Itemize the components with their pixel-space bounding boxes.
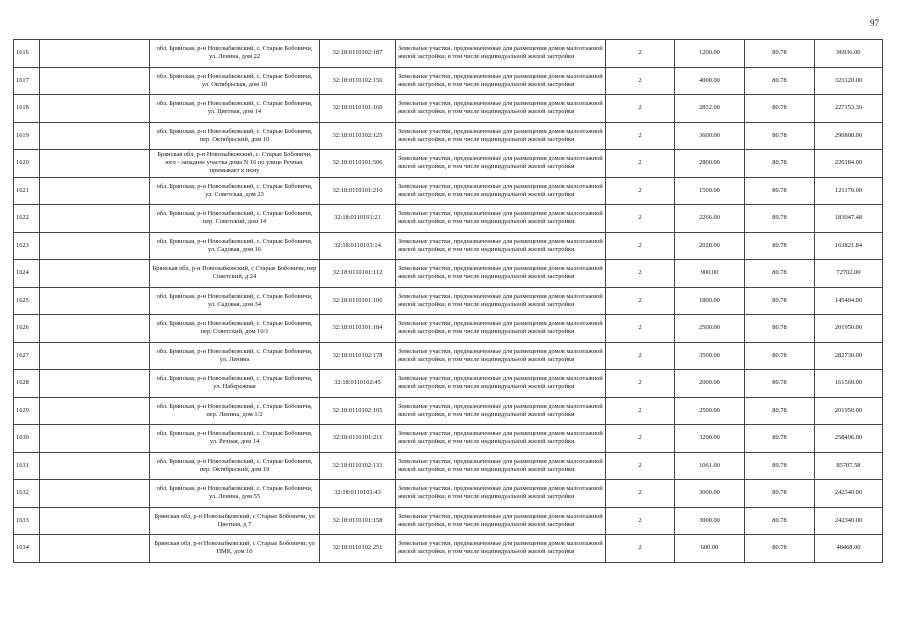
- category-cell: 2: [606, 260, 675, 288]
- category-cell: 2: [606, 232, 675, 260]
- table-row: [14, 287, 883, 315]
- permitted-use-cell: Земельные участки, предназначенные для размещения домов малоэтажной жилой застройки, в том числе индивидуальной жилой застройки: [396, 260, 606, 288]
- empty-cell: [40, 480, 150, 508]
- address-cell: обл. Брянская, р-н Новозыбковский, с. Старые Бобовичи, ул. Ленина, дом 22: [150, 40, 320, 68]
- category-cell: 2: [606, 507, 675, 535]
- permitted-use-cell: Земельные участки, предназначенные для размещения домов малоэтажной жилой застройки, в том числе индивидуальной жилой застройки: [396, 150, 606, 178]
- row-number: 1620: [14, 150, 40, 178]
- address-cell: обл. Брянская, р-н Новозыбковский, с. Старые Бобовичи, пер. Октябрьский, дом 19: [150, 452, 320, 480]
- cadastral-value-cell: 85707.58: [815, 452, 883, 480]
- cadastral-number-cell: 32:18:0110102:133: [320, 452, 396, 480]
- category-cell: 2: [606, 480, 675, 508]
- address-cell: обл. Брянская, р-н Новозыбковский, с. Старые Бобовичи, ул. Советская, дом 23: [150, 177, 320, 205]
- specific-value-cell: 80.78: [745, 67, 815, 95]
- table-row: [14, 535, 883, 563]
- table-row: [14, 67, 883, 95]
- empty-cell: [40, 122, 150, 150]
- cadastral-number-cell: 32:18:0110102:178: [320, 342, 396, 370]
- cadastral-number-cell: 32:18:0110101:211: [320, 425, 396, 453]
- category-cell: 2: [606, 342, 675, 370]
- cadastral-value-cell: 226184.00: [815, 150, 883, 178]
- address-cell: Брянская обл, р-н Новозыбковский, с Старые Бобовичи, пер Советский, д 24: [150, 260, 320, 288]
- cadastral-value-cell: 183047.48: [815, 205, 883, 233]
- row-number: 1626: [14, 315, 40, 343]
- category-cell: 2: [606, 150, 675, 178]
- category-cell: 2: [606, 370, 675, 398]
- specific-value-cell: 80.78: [745, 260, 815, 288]
- table-row: [14, 480, 883, 508]
- table-row: [14, 425, 883, 453]
- area-cell: 2500.00: [675, 397, 745, 425]
- cadastral-value-cell: 201950.00: [815, 315, 883, 343]
- cadastral-number-cell: 32:18:0110102:156: [320, 67, 396, 95]
- row-number: 1624: [14, 260, 40, 288]
- permitted-use-cell: Земельные участки, предназначенные для размещения домов малоэтажной жилой застройки, в том числе индивидуальной жилой застройки: [396, 40, 606, 68]
- permitted-use-cell: Земельные участки, предназначенные для размещения домов малоэтажной жилой застройки, в том числе индивидуальной жилой застройки: [396, 205, 606, 233]
- address-cell: Брянская обл, р-н Новозыбковский, с Старые Бобовичи, ул Цветная, д 7: [150, 507, 320, 535]
- empty-cell: [40, 535, 150, 563]
- address-cell: обл. Брянская, р-н Новозыбковский, с. Старые Бобовичи, ул. Октябрьская, дом 10: [150, 67, 320, 95]
- row-number: 1619: [14, 122, 40, 150]
- area-cell: 3000.00: [675, 507, 745, 535]
- cadastral-number-cell: 32:18:0110102:187: [320, 40, 396, 68]
- area-cell: 1200.00: [675, 40, 745, 68]
- cadastral-value-cell: 96936.00: [815, 40, 883, 68]
- permitted-use-cell: Земельные участки, предназначенные для размещения домов малоэтажной жилой застройки, в том числе индивидуальной жилой застройки: [396, 397, 606, 425]
- table-row: [14, 397, 883, 425]
- address-cell: обл. Брянская, р-н Новозыбковский, с. Старые Бобовичи, пер. Октябрьский, дом 10: [150, 122, 320, 150]
- empty-cell: [40, 205, 150, 233]
- cadastral-number-cell: 32:18:0110102:105: [320, 397, 396, 425]
- cadastral-value-cell: 48468.00: [815, 535, 883, 563]
- address-cell: обл. Брянская, р-н Новозыбковский, с. Старые Бобовичи, ул. Ленина: [150, 342, 320, 370]
- category-cell: 2: [606, 122, 675, 150]
- specific-value-cell: 80.78: [745, 480, 815, 508]
- category-cell: 2: [606, 67, 675, 95]
- permitted-use-cell: Земельные участки, предназначенные для размещения домов малоэтажной жилой застройки, в том числе индивидуальной жилой застройки: [396, 507, 606, 535]
- area-cell: 2500.00: [675, 315, 745, 343]
- cadastral-number-cell: 32:18:0110101:158: [320, 507, 396, 535]
- row-number: 1622: [14, 205, 40, 233]
- cadastral-number-cell: 32:18:0110101:216: [320, 177, 396, 205]
- table-row: [14, 177, 883, 205]
- cadastral-value-cell: 201950.00: [815, 397, 883, 425]
- cadastral-number-cell: 32:18:0110101:506: [320, 150, 396, 178]
- address-cell: обл. Брянская, р-н Новозыбковский, с. Старые Бобовичи, ул. Садовая, дом 16: [150, 232, 320, 260]
- table-row: [14, 370, 883, 398]
- cadastral-value-cell: 290808.00: [815, 122, 883, 150]
- cadastral-value-cell: 227153.36: [815, 95, 883, 123]
- row-number: 1617: [14, 67, 40, 95]
- empty-cell: [40, 342, 150, 370]
- address-cell: обл. Брянская, р-н Новозыбковский, с. Старые Бобовичи, ул. Садовая, дом 34: [150, 287, 320, 315]
- category-cell: 2: [606, 315, 675, 343]
- table-row: [14, 150, 883, 178]
- permitted-use-cell: Земельные участки, предназначенные для размещения домов малоэтажной жилой застройки, в том числе индивидуальной жилой застройки: [396, 480, 606, 508]
- category-cell: 2: [606, 287, 675, 315]
- empty-cell: [40, 452, 150, 480]
- empty-cell: [40, 425, 150, 453]
- area-cell: 2028.00: [675, 232, 745, 260]
- specific-value-cell: 80.78: [745, 150, 815, 178]
- specific-value-cell: 80.78: [745, 177, 815, 205]
- empty-cell: [40, 287, 150, 315]
- permitted-use-cell: Земельные участки, предназначенные для размещения домов малоэтажной жилой застройки, в том числе индивидуальной жилой застройки: [396, 425, 606, 453]
- address-cell: Брянская обл, р-н Новозыбковский, с Старые Бобовичи, ул ПМК, дом 10: [150, 535, 320, 563]
- cadastral-number-cell: 32:18:0110102:251: [320, 535, 396, 563]
- address-cell: обл. Брянская, р-н Новозыбковский, с. Старые Бобовичи, пер. Ленина, дом 1/2: [150, 397, 320, 425]
- empty-cell: [40, 67, 150, 95]
- specific-value-cell: 80.78: [745, 122, 815, 150]
- specific-value-cell: 80.78: [745, 40, 815, 68]
- specific-value-cell: 80.78: [745, 507, 815, 535]
- category-cell: 2: [606, 205, 675, 233]
- empty-cell: [40, 40, 150, 68]
- area-cell: 2266.00: [675, 205, 745, 233]
- table-row: [14, 315, 883, 343]
- cadastral-value-cell: 163821.84: [815, 232, 883, 260]
- specific-value-cell: 80.78: [745, 425, 815, 453]
- area-cell: 3200.00: [675, 425, 745, 453]
- area-cell: 1500.00: [675, 177, 745, 205]
- cadastral-value-cell: 282730.00: [815, 342, 883, 370]
- cadastral-number-cell: 32:18:0110102:125: [320, 122, 396, 150]
- cadastral-number-cell: 32:18:0110101:106: [320, 287, 396, 315]
- row-number: 1616: [14, 40, 40, 68]
- row-number: 1631: [14, 452, 40, 480]
- row-number: 1625: [14, 287, 40, 315]
- permitted-use-cell: Земельные участки, предназначенные для размещения домов малоэтажной жилой застройки, в том числе индивидуальной жилой застройки: [396, 287, 606, 315]
- table-row: [14, 342, 883, 370]
- category-cell: 2: [606, 425, 675, 453]
- empty-cell: [40, 370, 150, 398]
- row-number: 1633: [14, 507, 40, 535]
- area-cell: 1800.00: [675, 287, 745, 315]
- address-cell: Брянская обл, р-н Новозыбковский, с. Старые Бобовичи, юго - западнее участка дома N 16 по улице Речная, примыкает к нему: [150, 150, 320, 178]
- permitted-use-cell: Земельные участки, предназначенные для размещения домов малоэтажной жилой застройки, в том числе индивидуальной жилой застройки: [396, 122, 606, 150]
- permitted-use-cell: Земельные участки, предназначенные для размещения домов малоэтажной жилой застройки, в том числе индивидуальной жилой застройки: [396, 342, 606, 370]
- table-row: [14, 95, 883, 123]
- permitted-use-cell: Земельные участки, предназначенные для размещения домов малоэтажной жилой застройки, в том числе индивидуальной жилой застройки: [396, 535, 606, 563]
- area-cell: 2800.00: [675, 150, 745, 178]
- area-cell: 3600.00: [675, 122, 745, 150]
- cadastral-number-cell: 32:18:0110101:14: [320, 232, 396, 260]
- table-row: [14, 452, 883, 480]
- row-number: 1634: [14, 535, 40, 563]
- cadastral-number-cell: 32:18:0110101:184: [320, 315, 396, 343]
- empty-cell: [40, 260, 150, 288]
- specific-value-cell: 80.78: [745, 397, 815, 425]
- cadastral-value-cell: 323120.00: [815, 67, 883, 95]
- cadastral-number-cell: 32:18:0110101:43: [320, 480, 396, 508]
- specific-value-cell: 80.78: [745, 95, 815, 123]
- page-number: 97: [870, 18, 879, 28]
- empty-cell: [40, 315, 150, 343]
- permitted-use-cell: Земельные участки, предназначенные для размещения домов малоэтажной жилой застройки, в том числе индивидуальной жилой застройки: [396, 315, 606, 343]
- cadastral-number-cell: 32:18:0110101:112: [320, 260, 396, 288]
- area-cell: 1061.00: [675, 452, 745, 480]
- permitted-use-cell: Земельные участки, предназначенные для размещения домов малоэтажной жилой застройки, в том числе индивидуальной жилой застройки: [396, 177, 606, 205]
- cadastral-number-cell: 32:18:0110101:21: [320, 205, 396, 233]
- address-cell: обл. Брянская, р-н Новозыбковский, с. Старые Бобовичи, ул. Речная, дом 14: [150, 425, 320, 453]
- table-row: [14, 40, 883, 68]
- cadastral-value-cell: 258496.00: [815, 425, 883, 453]
- cadastral-value-cell: 161560.00: [815, 370, 883, 398]
- address-cell: обл. Брянская, р-н Новозыбковский, с. Старые Бобовичи, ул. Цветная, дом 14: [150, 95, 320, 123]
- empty-cell: [40, 177, 150, 205]
- area-cell: 2812.00: [675, 95, 745, 123]
- row-number: 1632: [14, 480, 40, 508]
- specific-value-cell: 80.78: [745, 232, 815, 260]
- permitted-use-cell: Земельные участки, предназначенные для размещения домов малоэтажной жилой застройки, в том числе индивидуальной жилой застройки: [396, 370, 606, 398]
- specific-value-cell: 80.78: [745, 287, 815, 315]
- cadastral-value-cell: 121170.00: [815, 177, 883, 205]
- area-cell: 2000.00: [675, 370, 745, 398]
- cadastral-value-cell: 72702.00: [815, 260, 883, 288]
- permitted-use-cell: Земельные участки, предназначенные для размещения домов малоэтажной жилой застройки, в том числе индивидуальной жилой застройки: [396, 452, 606, 480]
- cadastral-value-cell: 242340.00: [815, 480, 883, 508]
- table-row: [14, 205, 883, 233]
- empty-cell: [40, 232, 150, 260]
- specific-value-cell: 80.78: [745, 452, 815, 480]
- specific-value-cell: 80.78: [745, 342, 815, 370]
- area-cell: 4000.00: [675, 67, 745, 95]
- specific-value-cell: 80.78: [745, 370, 815, 398]
- category-cell: 2: [606, 177, 675, 205]
- row-number: 1623: [14, 232, 40, 260]
- cadastral-value-table: [13, 39, 883, 563]
- specific-value-cell: 80.78: [745, 205, 815, 233]
- permitted-use-cell: Земельные участки, предназначенные для размещения домов малоэтажной жилой застройки, в том числе индивидуальной жилой застройки: [396, 67, 606, 95]
- row-number: 1618: [14, 95, 40, 123]
- cadastral-number-cell: 32:18:0110102:45: [320, 370, 396, 398]
- empty-cell: [40, 507, 150, 535]
- empty-cell: [40, 397, 150, 425]
- empty-cell: [40, 95, 150, 123]
- category-cell: 2: [606, 40, 675, 68]
- address-cell: обл. Брянская, р-н Новозыбковский, с. Старые Бобовичи, ул. Набережная: [150, 370, 320, 398]
- specific-value-cell: 80.78: [745, 315, 815, 343]
- row-number: 1621: [14, 177, 40, 205]
- category-cell: 2: [606, 397, 675, 425]
- area-cell: 600.00: [675, 535, 745, 563]
- address-cell: обл. Брянская, р-н Новозыбковский, с. Старые Бобовичи, пер. Советский, дом 14: [150, 205, 320, 233]
- address-cell: обл. Брянская, р-н Новозыбковский, с. Старые Бобовичи, пер. Советский, дом 10/1: [150, 315, 320, 343]
- cadastral-number-cell: 32:18:0110101:160: [320, 95, 396, 123]
- row-number: 1629: [14, 397, 40, 425]
- category-cell: 2: [606, 452, 675, 480]
- category-cell: 2: [606, 535, 675, 563]
- table-row: [14, 260, 883, 288]
- row-number: 1630: [14, 425, 40, 453]
- table-row: [14, 232, 883, 260]
- permitted-use-cell: Земельные участки, предназначенные для размещения домов малоэтажной жилой застройки, в том числе индивидуальной жилой застройки: [396, 232, 606, 260]
- permitted-use-cell: Земельные участки, предназначенные для размещения домов малоэтажной жилой застройки, в том числе индивидуальной жилой застройки: [396, 95, 606, 123]
- empty-cell: [40, 150, 150, 178]
- table-body: [14, 40, 883, 563]
- row-number: 1627: [14, 342, 40, 370]
- category-cell: 2: [606, 95, 675, 123]
- cadastral-value-cell: 242340.00: [815, 507, 883, 535]
- area-cell: 3500.00: [675, 342, 745, 370]
- cadastral-value-cell: 145404.00: [815, 287, 883, 315]
- area-cell: 3000.00: [675, 480, 745, 508]
- specific-value-cell: 80.78: [745, 535, 815, 563]
- area-cell: 900.00: [675, 260, 745, 288]
- address-cell: обл. Брянская, р-н Новозыбковский, с. Старые Бобовичи, ул. Ленина, дом 55: [150, 480, 320, 508]
- row-number: 1628: [14, 370, 40, 398]
- table-row: [14, 507, 883, 535]
- table-row: [14, 122, 883, 150]
